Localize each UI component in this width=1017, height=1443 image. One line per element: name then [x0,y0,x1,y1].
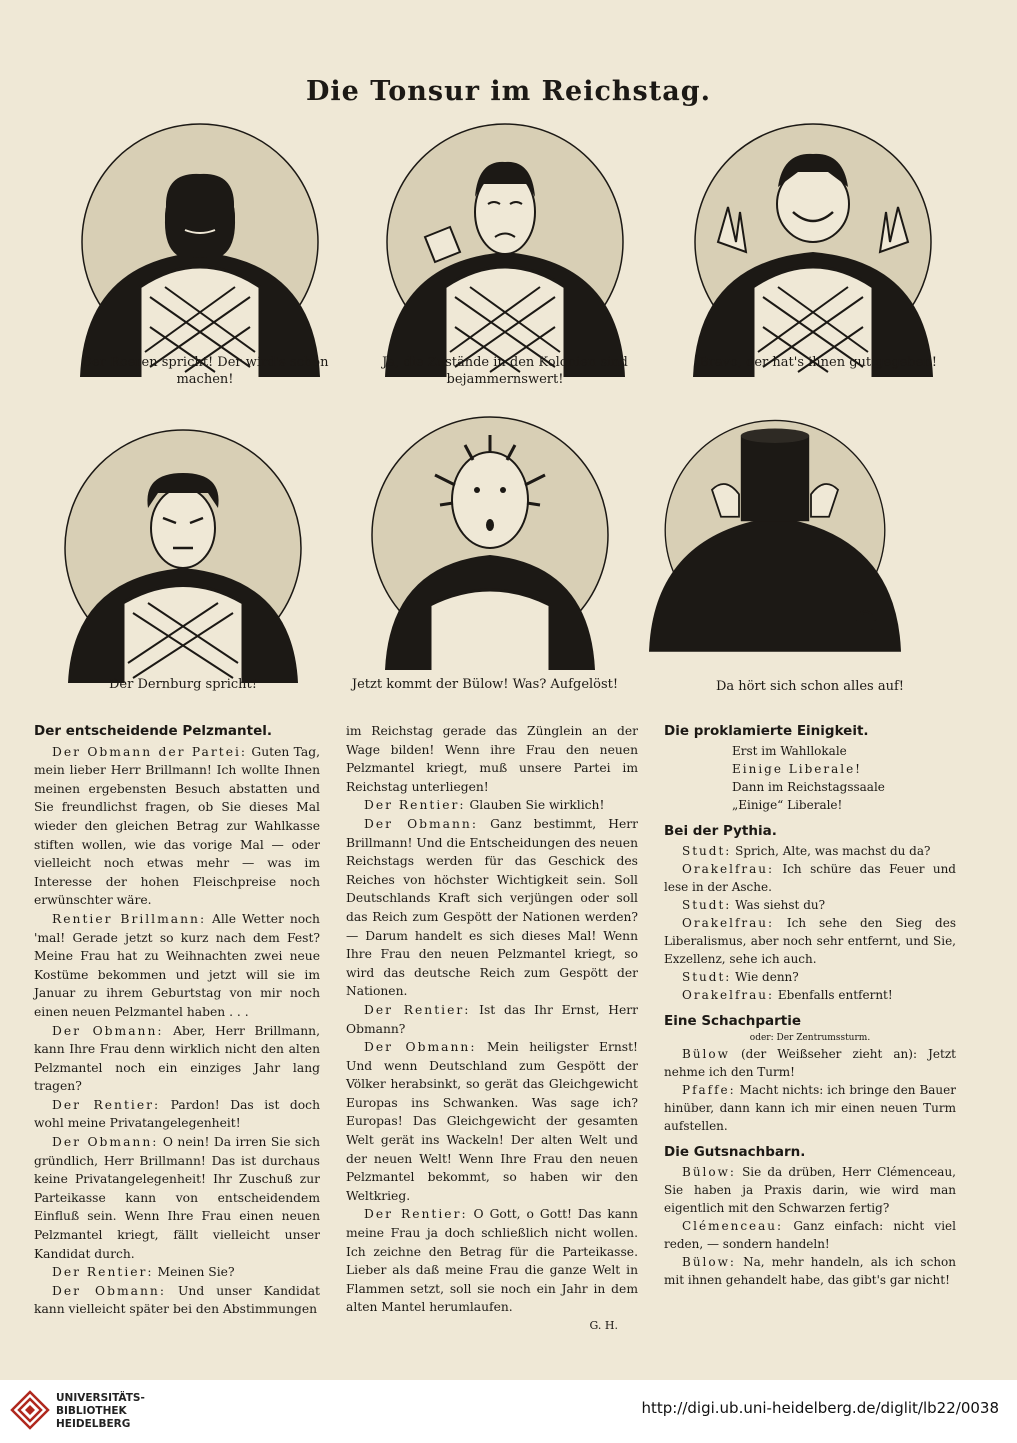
cartoon-illustration [640,400,910,665]
dialogue-line: Der Rentier: O Gott, o Gott! Das kann meine Frau ja doch schließlich nicht wollen. Ich zeichne den Betrag für die Parteikasse. Lieber als daß meine Frau die ganze Welt in Flammen setzt, soll sie noch ein Jahr in dem alten Mantel herumlaufen. [346,1207,638,1315]
verse-line: „Einige“ Liberale! [732,798,843,812]
dialogue-line: Der Obmann: Aber, Herr Brillmann, kann Ihre Frau denn wirklich nicht den alten Pelzmantel noch ein einziges Jahr lang tragen? [34,1023,320,1094]
cartoon-panel-6 [640,400,910,694]
dialogue-line: Orakelfrau: Ich schüre das Feuer und lese in der Asche. [664,862,956,894]
cartoon-caption: Der Roeren spricht! Der wird's schon machen! [81,355,329,387]
dialogue-line: Pfaffe: Macht nichts: ich bringe den Bauer hinüber, dann kann ich mir einen neuen Turm aufstellen. [664,1083,956,1133]
cartoon-caption: Jetzt kommt der Bülow! Was? Aufgelöst! [351,677,619,692]
cartoon-caption: Der Dernburg spricht! [109,677,257,692]
article-heading: Die Gutsnachbarn. [664,1144,806,1160]
cartoon-caption: Da hört sich schon alles auf! [715,679,905,694]
cartoon-panel-2 [370,112,640,402]
author-signature: G. H. [589,1319,618,1332]
verse-line: Dann im Reichstagssaale [732,780,885,794]
cartoon-illustration [678,112,948,377]
cartoon-illustration [48,418,318,683]
dialogue-line: Der Obmann: Und unser Kandidat kann vielleicht später bei den Abstimmungen [34,1283,320,1317]
article-heading: Der entscheidende Pelzmantel. [34,723,273,739]
library-footer [0,1380,1017,1443]
dialogue-line: Rentier Brillmann: Alle Wetter noch 'mal! Gerade jetzt so kurz nach dem Fest? Meine Frau hat zu Weihnachten zwei neue Kostüme bekommen und jetzt will sie im Januar zu ihrem Geburtstag von mir noch einen neuen Pelzmantel haben . . . [34,911,320,1019]
university-library-logo-icon [10,1390,50,1430]
cartoon-illustration [65,112,335,377]
dialogue-line: Der Obmann: Ganz bestimmt, Herr Brillmann! Und die Entscheidungen des neuen Reichstags werden für das Geschick des Reiches von höchster Wichtigkeit sein. Soll Deutschlands Kraft sich verjüngen oder soll das Reich zum Gespött der Nationen werden? — Darum handelt es sich dieses Mal! Wenn Ihre Frau den neuen Pelzmantel kriegt, so wird das deutsche Reich zum Gespött der Nationen. [346,816,638,999]
dialogue-line: Der Obmann: O nein! Da irren Sie sich gründlich, Herr Brillmann! Das ist durchaus keine Privatangelegenheit! Ihr Zuschuß zur Parteikasse kann von entscheidendem Einfluß sein. Wenn Ihre Frau einen neuen Pelzmantel kriegt, fällt vielleicht unser Kandidat durch. [34,1135,320,1261]
dialogue-line: Orakelfrau: Ich sehe den Sieg des Liberalismus, aber noch sehr entfernt, und Sie, Exzellenz, sehe ich auch. [664,916,956,966]
article-column-2 [346,722,638,1336]
dialogue-line: Bülow (der Weißseher zieht an): Jetzt nehme ich den Turm! [664,1047,956,1079]
cartoon-panel-1 [65,112,335,402]
dialogue-line: Der Rentier: Glauben Sie wirklich! [364,798,605,813]
dialogue-line: Studt: Sprich, Alte, was machst du da? [682,844,931,858]
dialogue-line: im Reichstag gerade das Zünglein an der Wage bilden! Wenn ihre Frau den neuen Pelzmantel kriegt, muß unsere Partei im Reichstag unterliegen! [346,724,638,794]
cartoon-caption: Ja, die Zustände in den Kolonien sind bejammernswert! [382,355,628,387]
dialogue-line: Bülow: Sie da drüben, Herr Clémenceau, Sie haben ja Praxis darin, wie wird man eigentlich mit den Schwarzen fertig? [664,1165,956,1215]
article-column-3 [664,722,956,1289]
article-heading: Die proklamierte Einigkeit. [664,723,869,739]
verse-line: Einige Liberale! [732,762,863,776]
cartoon-illustration [370,112,640,377]
dialogue-line: Bülow: Na, mehr handeln, als ich schon mit ihnen gehandelt habe, das gibt's gar nicht! [664,1255,956,1287]
dialogue-line: Der Rentier: Pardon! Das ist doch wohl meine Privatangelegenheit! [34,1097,320,1131]
dialogue-line: Studt: Wie denn? [682,970,799,984]
cartoon-panel-4 [48,418,318,708]
cartoon-panel-5 [351,405,625,695]
dialogue-line: Der Obmann: Mein heiligster Ernst! Und wenn Deutschland zum Gespött der Völker herabsinkt, so gerät das Gleichgewicht Europas ins Schwanken. Was sage ich? Europas! Das Gleichgewicht der gesamten Welt gerät ins Wackeln! Der alten Welt und der neuen Welt! Wenn Ihre Frau den neuen Pelzmantel bekommt, so haben wir den Weltkrieg. [346,1040,638,1203]
verse-line: Erst im Wahllokale [732,744,847,758]
dialogue-line: Der Rentier: Meinen Sie? [52,1265,235,1280]
article-subheading: oder: Der Zentrumssturm. [749,1033,871,1043]
library-name: UNIVERSITÄTS- BIBLIOTHEK HEIDELBERG [56,1392,145,1430]
article-heading: Eine Schachpartie [664,1013,802,1029]
article-heading: Bei der Pythia. [664,823,777,839]
article-column-1 [34,722,320,1319]
page-title: Die Tonsur im Reichstag. [306,76,711,107]
dialogue-line: Clémenceau: Ganz einfach: nicht viel reden, — sondern handeln! [664,1219,956,1251]
cartoon-panel-3 [678,112,948,402]
dialogue-line: Der Rentier: Ist das Ihr Ernst, Herr Obmann? [346,1002,638,1036]
dialogue-line: Orakelfrau: Ebenfalls entfernt! [682,988,893,1002]
cartoon-illustration [355,405,625,670]
dialogue-line: Studt: Was siehst du? [682,898,826,912]
dialogue-line: Der Obmann der Partei: Guten Tag, mein lieber Herr Brillmann! Ich wollte Ihnen meinen ergebensten Besuch abstatten und Sie freundlichst fragen, ob Sie dieses Mal wieder den gleichen Betrag zur Wahlkasse stiften wollen, wie das vorige Mal — oder vielleicht noch etwas mehr — was im Interesse der hohen Fleischpreise noch erwünschter wäre. [34,744,320,908]
cartoon-caption: Bravo, der hat's ihnen gut gegeben! [699,355,937,370]
permalink-url[interactable]: http://digi.ub.uni-heidelberg.de/diglit/lb22/0038 [641,1399,999,1417]
